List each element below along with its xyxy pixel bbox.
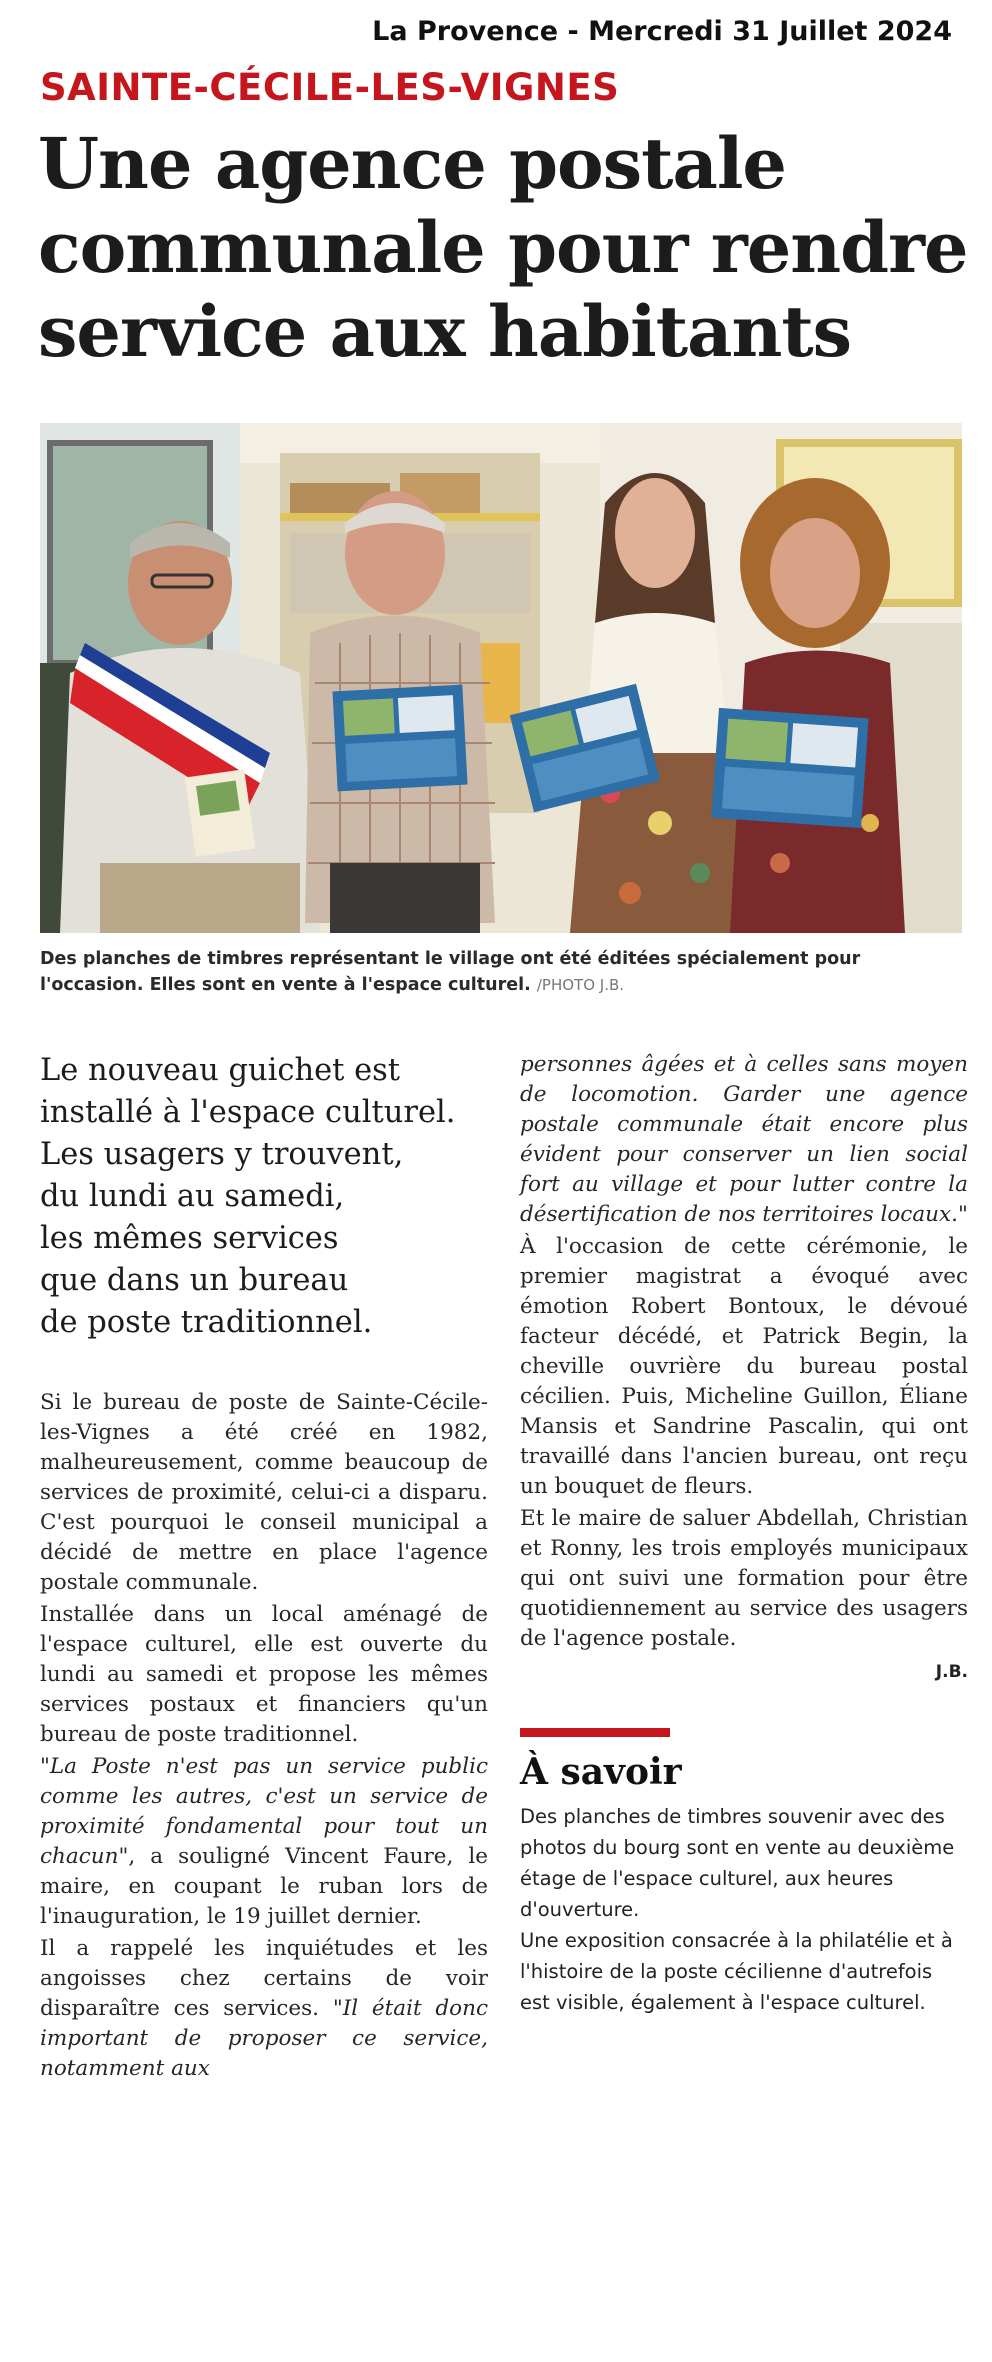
quote-attribution: , a souligné Vincent Faure, le maire, en coupant le ruban lors de l'inauguration, le 19 juillet dernier. [40,1844,488,1929]
article-column-right [520,1050,968,2018]
author-initials: J.B. [935,1662,968,1682]
body-paragraph [40,1752,488,1932]
newspaper-masthead: La Provence - Mercredi 31 Juillet 2024 [372,16,952,47]
article-column-left [40,1050,488,2086]
headline-line: communale pour rendre [38,206,968,289]
article-lead [40,1050,488,1344]
photo-caption [40,946,962,998]
mayor-quote: "La Poste n'est pas un service public comme les autres, c'est un service de proximité fondamental pour tout un chacun" [40,1754,488,1869]
article-body-right [520,1050,968,1654]
lead-line: que dans un bureau [40,1263,349,1298]
body-paragraph: À l'occasion de cette cérémonie, le premier magistrat a évoqué avec émotion Robert Bontoux, le dévoué facteur décédé, et Patrick Begin, la cheville ouvrière du bureau postal cécilien. Puis, Micheline Guillon, Éliane Mansis et Sandrine Pascalin, qui ont travaillé dans l'ancien bureau, ont reçu un bouquet de fleurs. [520,1234,968,1499]
caption-text: Des planches de timbres représentant le village ont été éditées spécialement pour l'occasion. Elles sont en vente à l'espace culturel. [40,949,861,995]
article-headline [38,122,968,374]
lead-line: Les usagers y trouvent, [40,1137,404,1172]
sidebar-accent-bar [520,1728,670,1737]
sidebar-box [520,1801,968,2018]
lead-line: installé à l'espace culturel. [40,1095,456,1130]
headline-line: Une agence postale [38,122,786,205]
body-paragraph [40,1934,488,2084]
body-paragraph: Si le bureau de poste de Sainte-Cécile-les-Vignes a été créé en 1982, malheureusement, comme beaucoup de services de proximité, celui-ci a disparu. C'est pourquoi le conseil municipal a décidé de mettre en place l'agence postale communale. [40,1390,488,1595]
photo-credit: /PHOTO J.B. [536,976,625,994]
lead-line: Le nouveau guichet est [40,1053,401,1088]
article-photo [40,423,962,933]
body-paragraph: Installée dans un local aménagé de l'espace culturel, elle est ouverte du lundi au samedi et propose les mêmes services postaux et financiers qu'un bureau de poste traditionnel. [40,1602,488,1747]
lead-line: du lundi au samedi, [40,1179,345,1214]
body-paragraph: Et le maire de saluer Abdellah, Christian et Ronny, les trois employés municipaux qui ont suivi une formation pour être quotidiennement au service des usagers de l'agence postale. [520,1506,968,1651]
sidebar-title: À savoir [520,1751,682,1793]
body-paragraph: personnes âgées et à celles sans moyen de locomotion. Garder une agence postale communale était encore plus évident pour conserver un lien social fort au village et pour lutter contre la désertification de nos territoires locaux." [520,1052,968,1227]
lead-line: de poste traditionnel. [40,1305,373,1340]
location-kicker: SAINTE-CÉCILE-LES-VIGNES [40,66,620,109]
headline-line: service aux habitants [38,290,852,373]
article-body-left [40,1388,488,2084]
lead-line: les mêmes services [40,1221,339,1256]
sidebar-paragraph: Une exposition consacrée à la philatélie et à l'histoire de la poste cécilienne d'autrefois est visible, également à l'espace culturel. [520,1929,953,2014]
sidebar-paragraph: Des planches de timbres souvenir avec des photos du bourg sont en vente au deuxième étage de l'espace culturel, aux heures d'ouverture. [520,1805,955,1921]
body-text-run: Il a rappelé les inquiétudes et les angoisses chez certains de voir disparaître ces services. [40,1936,488,2021]
mayor-quote: "Il était donc important de proposer ce service, notamment aux [40,1996,488,2081]
